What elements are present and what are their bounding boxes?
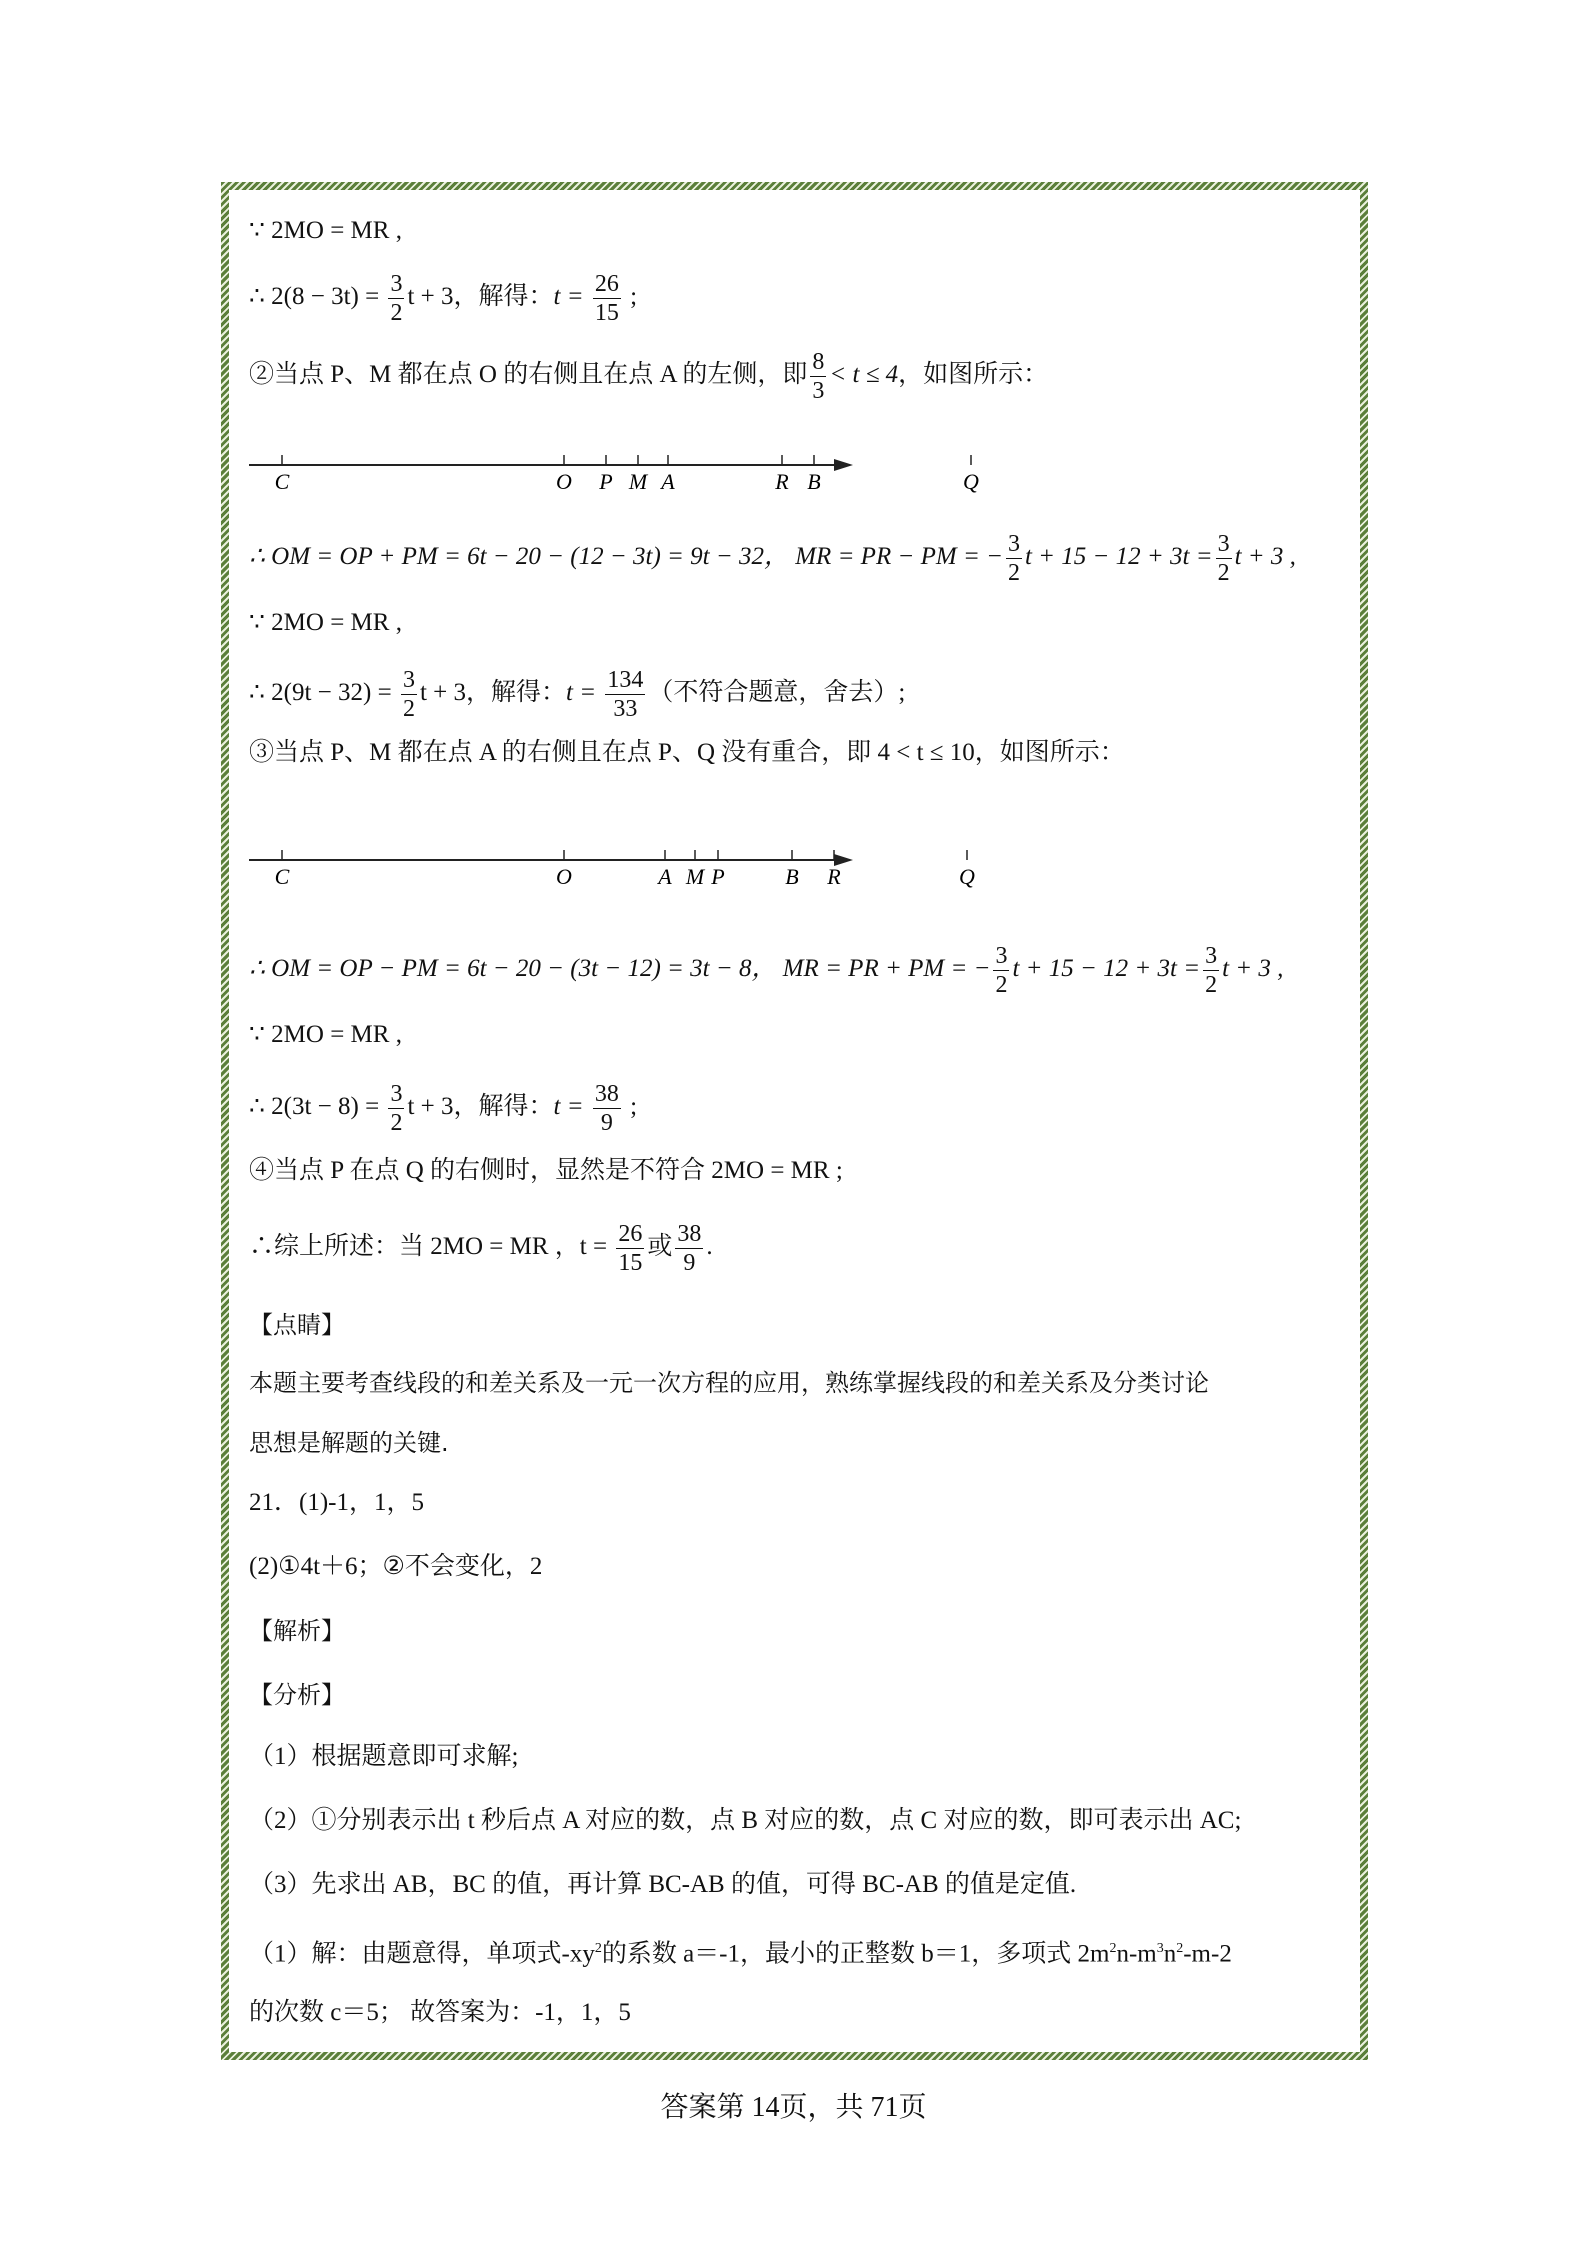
fraction: $\frac{3}{2}$: [390, 271, 403, 326]
om-line-1: ∴ OM = OP + PM = 6t − 20 − (12 − 3t) = 9t − 32， MR = PR − PM = − $\frac{3}{2}$ t + 15 − 12 + 3t = $\frac{3}{2}$ t + 3 ,: [249, 531, 1296, 586]
dianjing-paragraph-2: 思想是解题的关键.: [249, 1429, 449, 1457]
dianjing-paragraph-1: 本题主要考查线段的和差关系及一元一次方程的应用，熟练掌握线段的和差关系及分类讨论: [249, 1369, 1209, 1397]
q21-answer-2: (2)①4t＋6；②不会变化，2: [249, 1553, 543, 1580]
eq-prefix: ∴ 2(8 − 3t) =: [249, 283, 386, 311]
summary-line: ∴综上所述：当 2MO = MR ，t = $\frac{26}{15}$ 或 $\frac{38}{9}$ .: [249, 1221, 713, 1276]
q21-answer-1: 21．(1)-1，1，5: [249, 1489, 424, 1516]
point-label-Q: Q: [959, 864, 975, 889]
fenxi-item-2: （2）①分别表示出 t 秒后点 A 对应的数，点 B 对应的数，点 C 对应的数，即可表示出 AC;: [249, 1807, 1242, 1834]
fraction: $\frac{3}{2}$: [390, 1081, 403, 1136]
page-footer: 答案第 14页，共 71页: [660, 2092, 927, 2123]
number-line-1-svg: [249, 435, 1149, 505]
point-label-M: M: [685, 864, 705, 889]
because-line-1: ∵ 2MO = MR ,: [249, 217, 402, 244]
solve-line-3: ∴ 2(3t − 8) = $\frac{3}{2}$ t + 3，解得：t = $\frac{38}{9}$ ;: [249, 1081, 638, 1136]
point-label-A: A: [658, 864, 672, 889]
point-label-C: C: [274, 864, 290, 889]
point-label-A: A: [661, 469, 675, 494]
fraction: $\frac{26}{15}$: [594, 271, 619, 326]
fraction: $\frac{38}{9}$: [677, 1221, 702, 1276]
fraction: $\frac{3}{2}$: [995, 943, 1008, 998]
om-line-2: ∴ OM = OP − PM = 6t − 20 − (3t − 12) = 3t − 8， MR = PR + PM = − $\frac{3}{2}$ t + 15 − 12 + 3t = $\frac{3}{2}$ t + 3 ,: [249, 943, 1284, 998]
fenxi-item-1: （1）根据题意即可求解;: [249, 1743, 519, 1770]
solution-line-2: 的次数 c＝5； 故答案为：-1，1，5: [249, 1999, 631, 2026]
fraction: $\frac{3}{2}$: [402, 667, 415, 722]
solve-line-1: ∴ 2(8 − 3t) = $\frac{3}{2}$ t + 3，解得：t = $\frac{26}{15}$ ;: [249, 271, 638, 326]
fraction: $\frac{134}{33}$: [607, 667, 644, 722]
solution-line-1: （1）解：由题意得，单项式$-xy^2$的系数 a＝-1，最小的正整数 b＝1，多项式 $2m^2n-m^3n^2-m-2$: [249, 1940, 1232, 1968]
because-line-2: ∵ 2MO = MR ,: [249, 609, 402, 636]
case-4-line: ④当点 P 在点 Q 的右侧时，显然是不符合 2MO = MR ;: [249, 1157, 843, 1184]
point-label-B: B: [785, 864, 799, 889]
case-2-line: ②当点 P、M 都在点 O 的右侧且在点 A 的左侧，即 $\frac{8}{3}$ < t ≤ 4，如图所示：: [249, 349, 1049, 404]
t-equals: t =: [553, 283, 590, 311]
because-line-3: ∵ 2MO = MR ,: [249, 1021, 402, 1048]
fraction: $\frac{38}{9}$: [594, 1081, 619, 1136]
answer-frame: [221, 182, 1368, 2060]
fraction: $\frac{26}{15}$: [618, 1221, 643, 1276]
point-label-O: O: [556, 864, 572, 889]
fenxi-item-3: （3）先求出 AB，BC 的值，再计算 BC-AB 的值，可得 BC-AB 的值是定值.: [249, 1871, 1077, 1898]
case-3-line: ③当点 P、M 都在点 A 的右侧且在点 P、Q 没有重合，即 4 < t ≤ 10，如图所示：: [249, 739, 1125, 766]
number-line-2: [249, 830, 1149, 900]
fraction: $\frac{8}{3}$: [812, 349, 825, 404]
fraction: $\frac{3}{2}$: [1205, 943, 1218, 998]
point-label-R: R: [775, 469, 789, 494]
dianjing-heading: 【点睛】: [249, 1311, 345, 1339]
point-label-R: R: [827, 864, 841, 889]
point-label-O: O: [556, 469, 572, 494]
jiexi-heading: 【解析】: [249, 1617, 345, 1645]
fraction: $\frac{3}{2}$: [1007, 531, 1020, 586]
fenxi-heading: 【分析】: [249, 1681, 345, 1709]
solve-line-2: ∴ 2(9t − 32) = $\frac{3}{2}$ t + 3，解得：t = $\frac{134}{33}$ （不符合题意，舍去）;: [249, 667, 906, 722]
point-label-B: B: [807, 469, 821, 494]
eq-mid: t + 3，解得：: [407, 283, 554, 311]
point-label-P: P: [711, 864, 725, 889]
number-line-1: [249, 435, 1149, 505]
point-label-Q: Q: [963, 469, 979, 494]
point-label-C: C: [274, 469, 290, 494]
fraction: $\frac{3}{2}$: [1217, 531, 1230, 586]
number-line-2-svg: [249, 830, 1149, 900]
point-label-P: P: [599, 469, 613, 494]
answer-content: [229, 190, 1360, 2052]
point-label-M: M: [628, 469, 648, 494]
